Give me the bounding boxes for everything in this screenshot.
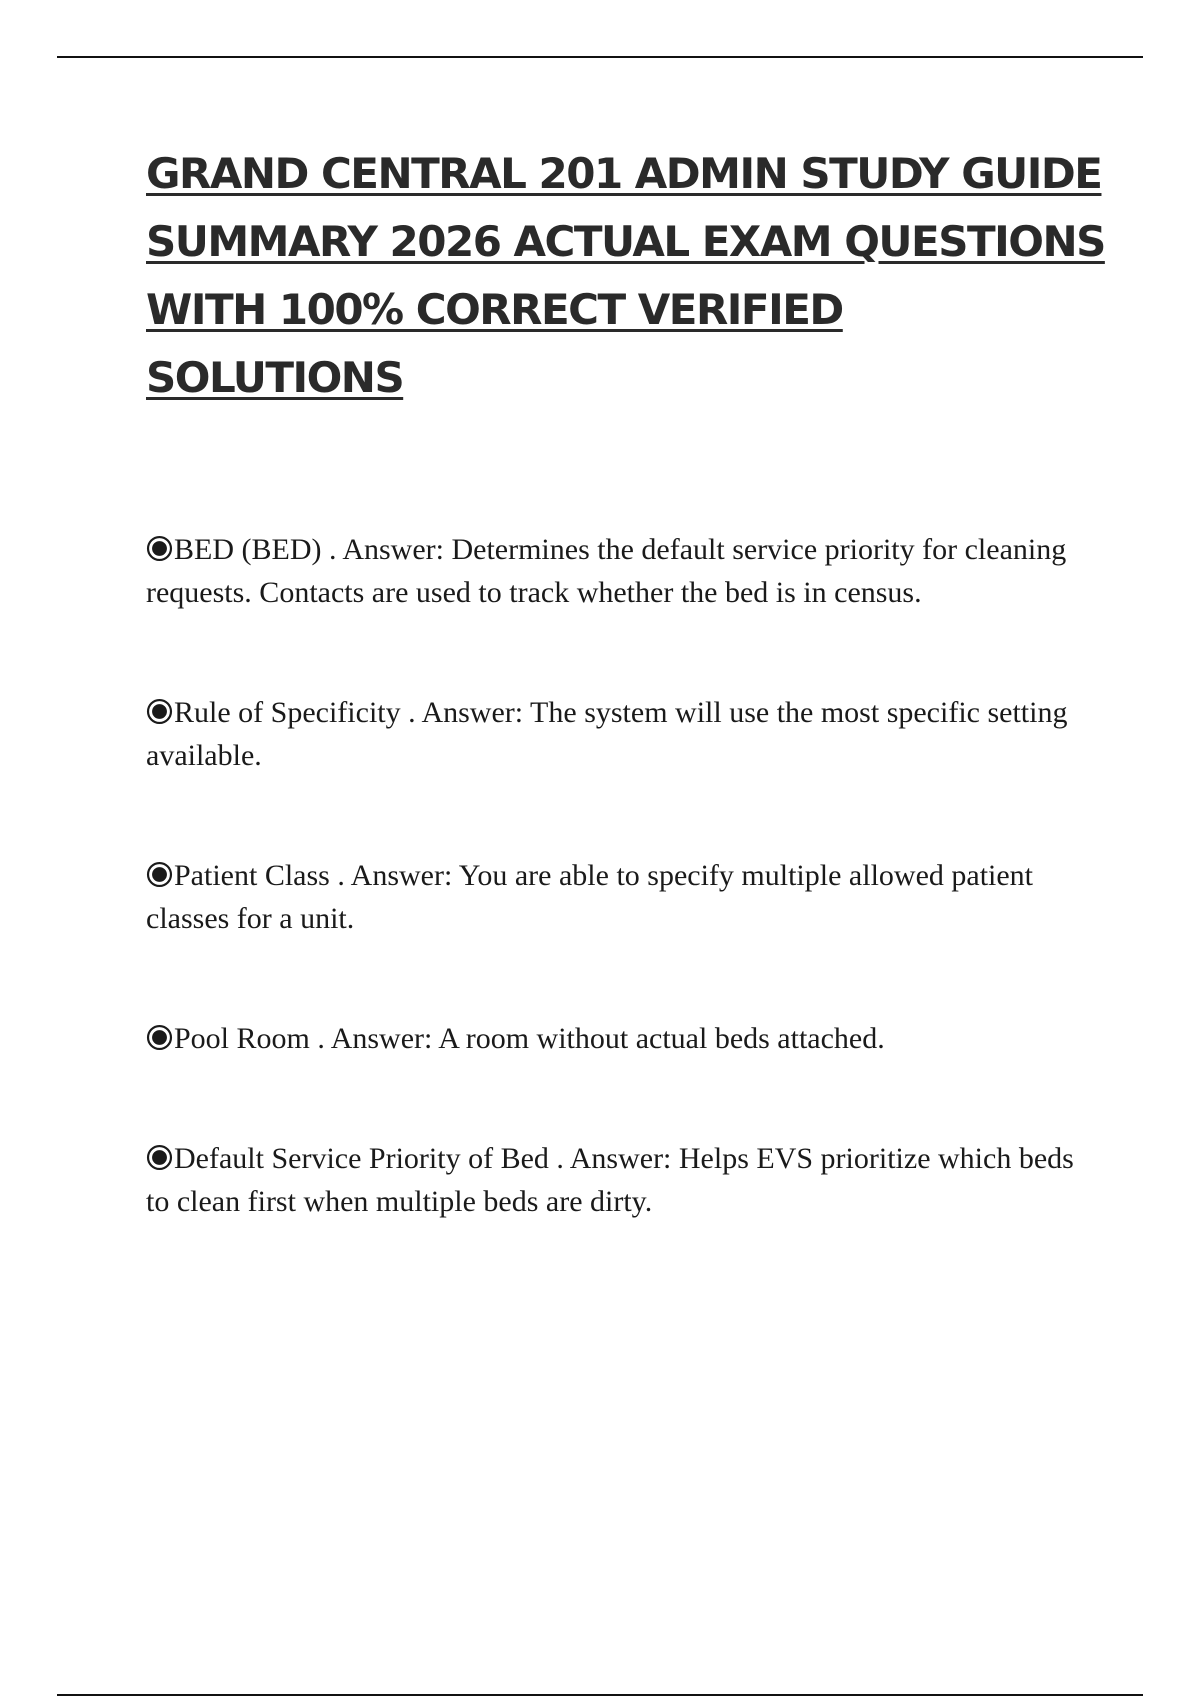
radio-bullet-icon (146, 535, 173, 562)
top-rule (57, 56, 1143, 58)
qa-item-text: BED (BED) . Answer: Determines the default service priority for cleaning requests. Contacts are used to track whether the bed is in census. (146, 533, 1067, 609)
qa-item-bed (146, 528, 1086, 614)
qa-item-default-service-priority (146, 1137, 1086, 1223)
document-title: GRAND CENTRAL 201 ADMIN STUDY GUIDE SUMMARY 2026 ACTUAL EXAM QUESTIONS WITH 100% CORRECT VERIFIED SOLUTIONS (146, 149, 1105, 402)
qa-item-pool-room (146, 1017, 1086, 1060)
radio-bullet-icon (146, 698, 173, 725)
qa-list (146, 528, 1086, 1300)
qa-item-rule-of-specificity (146, 691, 1086, 777)
qa-item-patient-class (146, 854, 1086, 940)
qa-item-text: Pool Room . Answer: A room without actual beds attached. (174, 1022, 885, 1055)
qa-item-text: Default Service Priority of Bed . Answer: Helps EVS prioritize which beds to clean first when multiple beds are dirty. (146, 1142, 1074, 1218)
qa-item-text: Rule of Specificity . Answer: The system will use the most specific setting available. (146, 696, 1068, 772)
radio-bullet-icon (146, 1144, 173, 1171)
bottom-rule (57, 1694, 1143, 1696)
qa-item-text: Patient Class . Answer: You are able to specify multiple allowed patient classes for a unit. (146, 859, 1034, 935)
radio-bullet-icon (146, 1024, 173, 1051)
radio-bullet-icon (146, 861, 173, 888)
